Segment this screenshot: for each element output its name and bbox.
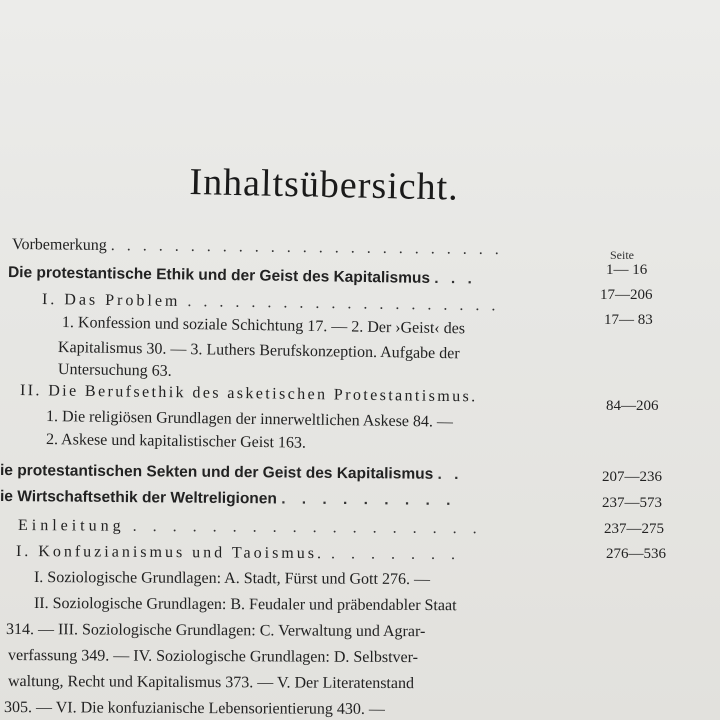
toc-subentry: 314. — III. Soziologische Grundlagen: C. Verwaltung und Agrar- [5, 621, 426, 641]
toc-leader-dots: . . [437, 465, 463, 484]
toc-subentry: 2. Askese und kapitalistischer Geist 163. [45, 431, 307, 452]
toc-entry-text: Die protestantische Ethik und der Geist des Kapitalismus [7, 264, 431, 287]
seite-label: Seite [610, 248, 634, 262]
toc-entry-text: I. Konfuzianismus und Taoismus. [15, 543, 325, 563]
toc-page-range: 237—275 [604, 521, 664, 537]
toc-leader-dots: . . . . . . . [330, 545, 462, 564]
toc-page-range: 276—536 [606, 546, 666, 562]
toc-subentry: 305. — VI. Die konfuzianische Lebensorientierung 430. — [3, 699, 385, 718]
toc-leader-dots: . . . [434, 269, 477, 288]
toc-subentry: verfassung 349. — IV. Soziologische Grundlagen: D. Selbstver- [7, 647, 419, 667]
toc-page-range: 207—236 [602, 469, 662, 485]
toc-subentry: I. Soziologische Grundlagen: A. Stadt, Fürst und Gott 276. — [33, 569, 431, 589]
toc-leader-dots: . . . . . . . . . . . . . . . . . . . . . . . . . [110, 237, 503, 259]
toc-subentry: waltung, Recht und Kapitalismus 373. — V. Der Literatenstand [7, 673, 415, 693]
toc-entry-wirtschaftsethik [0, 488, 457, 510]
toc-page-range: 17— 83 [604, 312, 653, 328]
toc-subentry: Kapitalismus 30. — 3. Luthers Berufskonzeption. Aufgabe der [57, 339, 460, 363]
toc-entry-vorbemerkung [12, 236, 503, 259]
toc-entry-protestantische-ethik [8, 264, 476, 289]
toc-subentry: 1. Konfession und soziale Schichtung 17. — 2. Der ›Geist‹ des [61, 314, 466, 338]
toc-entry-das-problem [42, 291, 500, 315]
toc-leader-dots: . . . . . . . . . . . . . . . . . . [132, 517, 483, 538]
toc-subentry: II. Soziologische Grundlagen: B. Feudaler und präbendabler Staat [33, 595, 457, 615]
toc-entry-berufsethik: II. Die Berufsethik des asketischen Protestantismus. [19, 382, 478, 406]
toc-leader-dots: . . . . . . . . . . . . . . . . . . . . [187, 293, 500, 315]
toc-subentry: 1. Die religiösen Grundlagen der innerweltlichen Askese 84. — [45, 408, 454, 431]
toc-entry-text: ie Wirtschaftsethik der Weltreligionen [0, 488, 277, 508]
toc-leader-dots: . . . . . . . . . [281, 490, 457, 509]
toc-page-range: 1— 16 [606, 262, 648, 278]
toc-page-range: 17—206 [600, 287, 653, 303]
page-title: Inhaltsübersicht. [189, 160, 460, 209]
toc-entry-sekten [0, 462, 463, 484]
toc-entry-konfuzianismus [16, 543, 461, 564]
toc-entry-einleitung [18, 517, 483, 538]
toc-page-range: 237—573 [602, 495, 662, 511]
toc-subentry: Untersuchung 63. [57, 361, 172, 380]
toc-entry-text: Vorbemerkung [11, 236, 107, 254]
toc-entry-text: ie protestantischen Sekten und der Geist des Kapitalismus [0, 462, 434, 483]
toc-entry-text: Einleitung [17, 517, 125, 535]
toc-page-range: 84—206 [606, 398, 659, 414]
toc-entry-text: I. Das Problem [41, 291, 181, 310]
